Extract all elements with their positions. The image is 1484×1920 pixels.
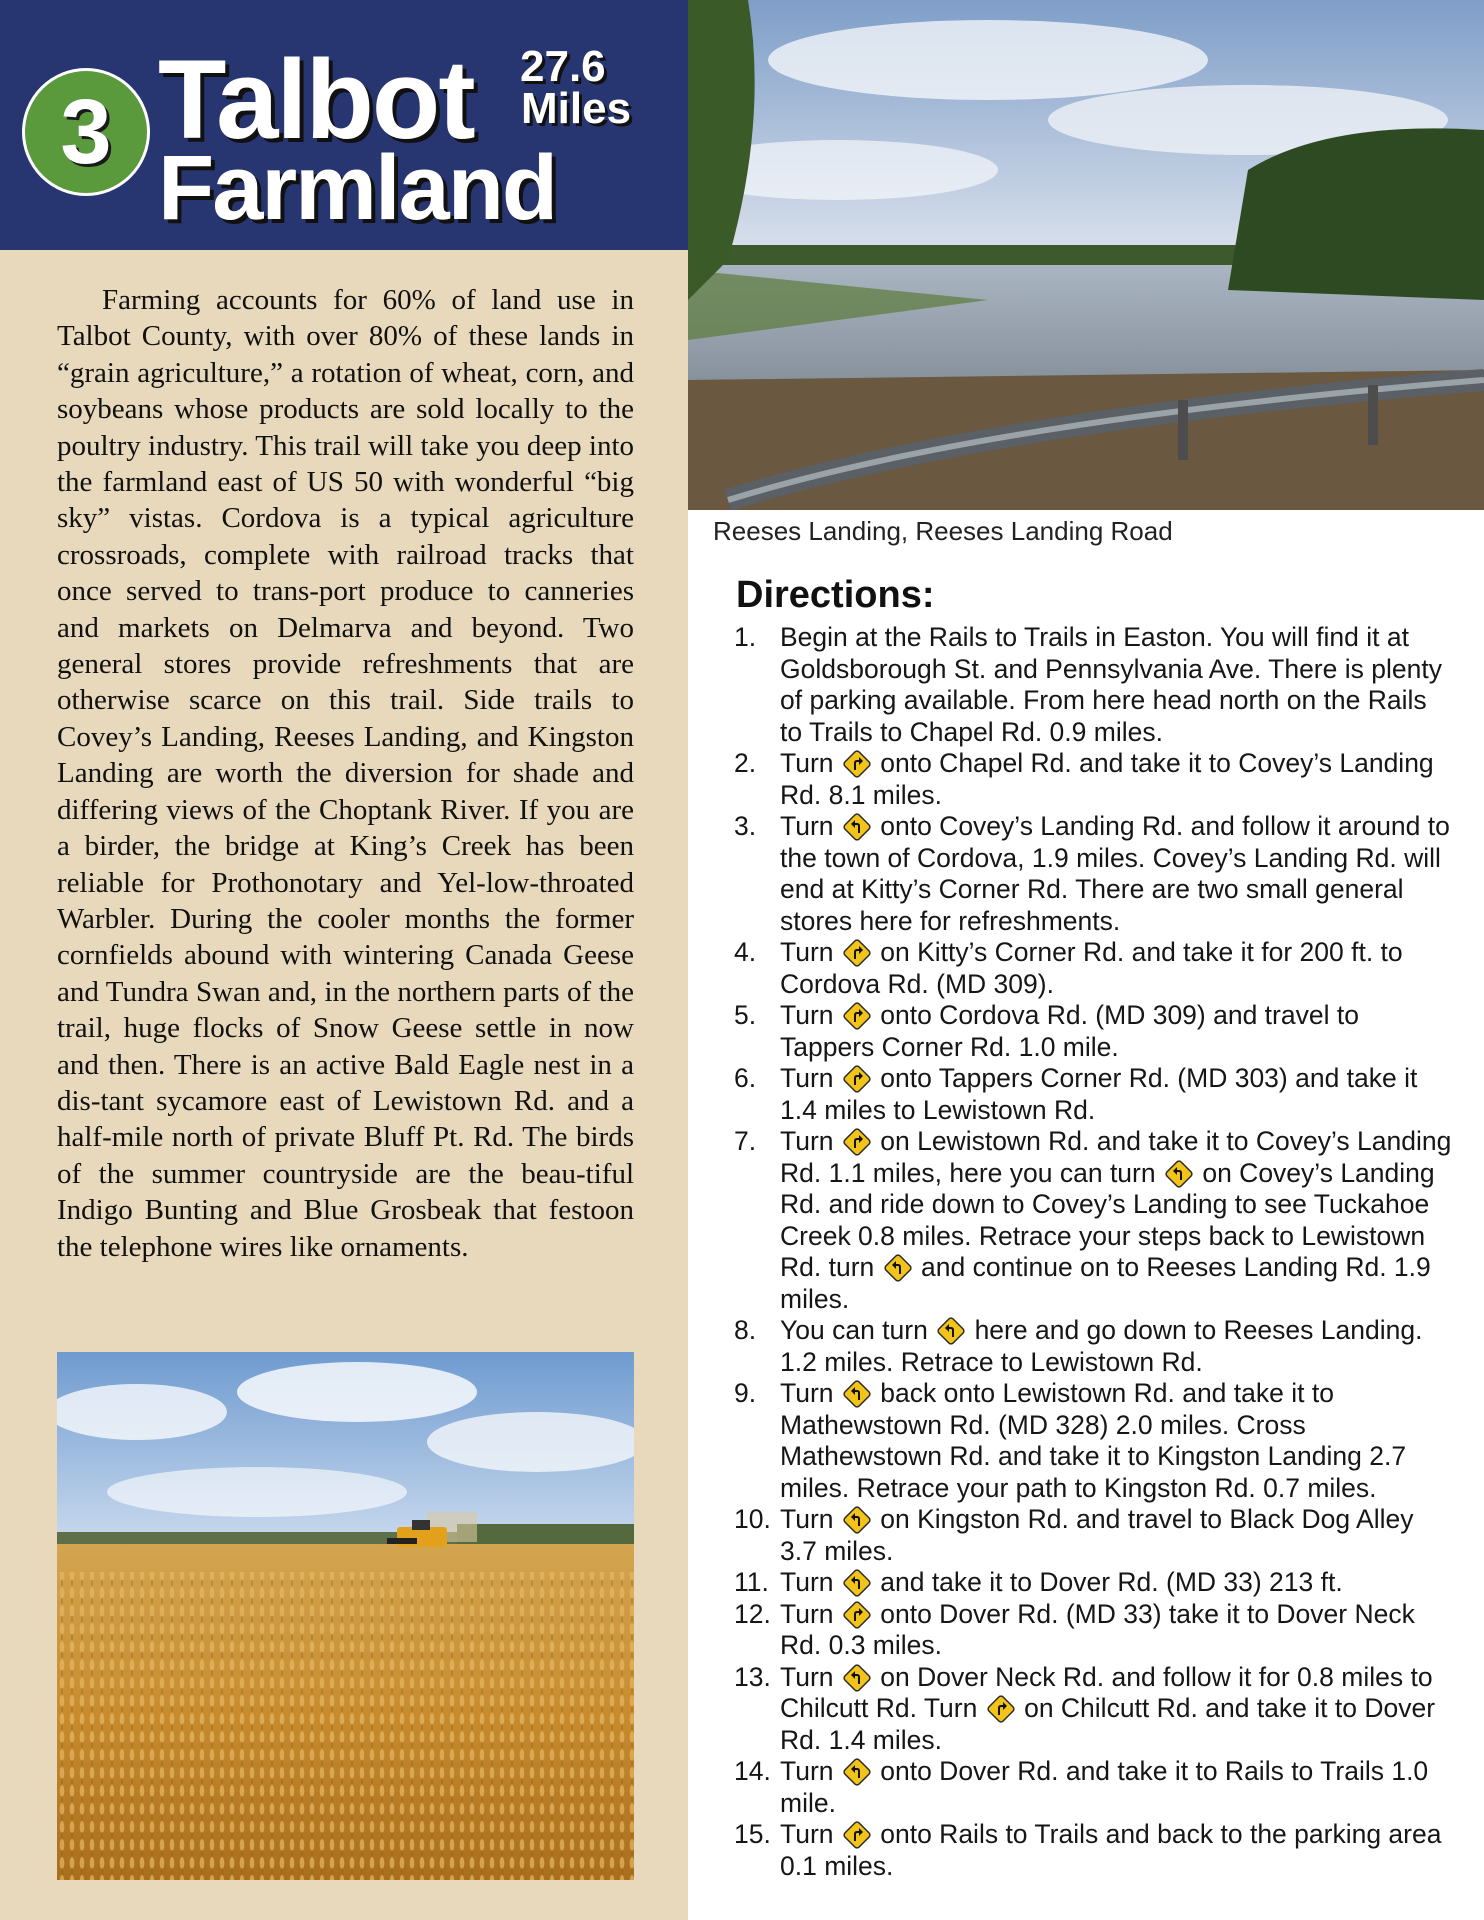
direction-step — [734, 748, 1454, 811]
step-text: back onto Lewistown Rd. and take it to Mathewstown Rd. (MD 328) 2.0 miles. Cross Mathewstown Rd. and take it to Kingston Landing 2.7 miles. Retrace your path to Kingston Rd. 0.7 miles. — [780, 1378, 1407, 1503]
step-number: 8. — [734, 1315, 757, 1345]
step-number: 10. — [734, 1504, 771, 1534]
turn-right-sign-icon — [843, 750, 871, 778]
turn-left-sign-icon — [884, 1254, 912, 1282]
wheat-field-photo — [57, 1352, 634, 1880]
turn-right-sign-icon — [843, 939, 871, 967]
step-text: on Chilcutt Rd. and take it to Dover Rd. 1.4 miles. — [780, 1693, 1436, 1755]
direction-step — [734, 1126, 1454, 1315]
step-text: onto Dover Rd. and take it to Rails to Trails 1.0 mile. — [780, 1756, 1429, 1818]
step-text: onto Dover Rd. (MD 33) take it to Dover Neck Rd. 0.3 miles. — [780, 1598, 1415, 1660]
step-number: 4. — [734, 937, 757, 967]
step-text: onto Rails to Trails and back to the parking area 0.1 miles. — [780, 1819, 1442, 1881]
step-text: here and go down to Reeses Landing. 1.2 miles. Retrace to Lewistown Rd. — [780, 1315, 1423, 1377]
step-text: Turn — [780, 1378, 841, 1408]
directions-heading: Directions: — [736, 574, 935, 616]
step-text: on Covey’s Landing Rd. and ride down to Covey’s Landing to see Tuckahoe Creek 0.8 miles. Retrace your steps back to Lewistown Rd. turn — [780, 1157, 1435, 1282]
step-text: Turn — [780, 937, 841, 967]
step-text: You can turn — [780, 1315, 936, 1345]
step-text: Turn — [780, 1598, 841, 1629]
step-text: Turn — [780, 1504, 841, 1534]
turn-right-sign-icon — [843, 1065, 871, 1093]
step-text: onto Tappers Corner Rd. (MD 303) and take it 1.4 miles to Lewistown Rd. — [780, 1063, 1418, 1125]
step-text: Turn — [780, 1126, 841, 1156]
turn-right-sign-icon — [843, 1002, 871, 1030]
turn-left-sign-icon — [843, 1758, 871, 1786]
turn-left-sign-icon — [843, 1569, 871, 1597]
distance-unit: Miles — [521, 84, 632, 133]
turn-left-sign-icon — [843, 1664, 871, 1692]
step-number: 12. — [734, 1598, 771, 1629]
directions-list — [734, 622, 1454, 1882]
step-text: on Dover Neck Rd. and follow it for 0.8 miles to Chilcutt Rd. Turn — [780, 1661, 1433, 1723]
direction-step — [734, 622, 1454, 748]
intro-paragraph: Farming accounts for 60% of land use in Talbot County, with over 80% of these lands in “grain agriculture,” a rotation of wheat, corn, and soybeans whose products are sold locally to the poultry industry. This trail will take you deep into the farmland east of US 50 with wonderful “big sky” vistas. Cordova is a typical agriculture crossroads, complete with railroad tracks that once served to trans-port produce to canneries and markets on Delmarva and beyond. Two general stores provide refreshments that are otherwise scarce on this trail. Side trails to Covey’s Landing, Reeses Landing, and Kingston Landing are worth the diversion for shade and differing views of the Choptank River. If you are a birder, the bridge at King’s Creek has been reliable for Prothonotary and Yel-low-throated Warbler. During the cooler months the former cornfields abound with wintering Canada Geese and Tundra Swan and, in the northern parts of the trail, huge flocks of Snow Geese settle in now and then. There is an active Bald Eagle nest in a dis-tant sycamore east of Lewistown Rd. and a half-mile north of private Bluff Pt. Rd. The birds of the summer countryside are the beau-tiful Indigo Bunting and Blue Grosbeak that festoon the telephone wires like ornaments. — [57, 284, 634, 1263]
turn-right-sign-icon — [843, 1128, 871, 1156]
step-text: onto Cordova Rd. (MD 309) and travel to Tappers Corner Rd. 1.0 mile. — [780, 1000, 1359, 1062]
direction-step — [734, 1315, 1454, 1378]
step-text: Turn — [780, 811, 841, 841]
step-text: on Kingston Rd. and travel to Black Dog Alley 3.7 miles. — [780, 1504, 1414, 1566]
step-number: 11. — [734, 1567, 769, 1597]
photo-caption: Reeses Landing, Reeses Landing Road — [713, 516, 1173, 546]
step-text: Turn — [780, 1756, 841, 1786]
direction-step — [734, 1567, 1454, 1599]
step-number: 13. — [734, 1661, 771, 1692]
step-text: Turn — [780, 1661, 841, 1692]
step-text: and continue on to Reeses Landing Rd. 1.9 miles. — [780, 1252, 1431, 1314]
turn-right-sign-icon — [843, 1821, 871, 1849]
step-number: 5. — [734, 1000, 757, 1030]
step-text: on Lewistown Rd. and take it to Covey’s Landing Rd. 1.1 miles, here you can turn — [780, 1126, 1452, 1188]
direction-step — [734, 937, 1454, 1000]
step-text: Begin at the Rails to Trails in Easton. You will find it at Goldsborough St. and Pennsylvania Ave. There is plenty of parking available. From here head north on the Rails to Trails to Chapel Rd. 0.9 miles. — [780, 622, 1442, 747]
step-text: Turn — [780, 748, 841, 778]
turn-left-sign-icon — [843, 813, 871, 841]
reeses-landing-photo — [688, 0, 1484, 510]
direction-step — [734, 1000, 1454, 1063]
turn-left-sign-icon — [843, 1506, 871, 1534]
step-number: 6. — [734, 1063, 757, 1093]
step-text: onto Chapel Rd. and take it to Covey’s Landing Rd. 8.1 miles. — [780, 748, 1434, 810]
step-number: 3. — [734, 811, 757, 841]
turn-right-sign-icon — [987, 1695, 1015, 1723]
step-text: Turn — [780, 1000, 841, 1030]
title-banner — [0, 0, 688, 250]
turn-left-sign-icon — [1165, 1160, 1193, 1188]
step-number: 2. — [734, 748, 757, 778]
step-text: on Kitty’s Corner Rd. and take it for 200 ft. to Cordova Rd. (MD 309). — [780, 937, 1403, 999]
route-number-badge: 3 — [22, 68, 150, 196]
turn-left-sign-icon — [937, 1317, 965, 1345]
turn-right-sign-icon — [843, 1601, 871, 1629]
direction-step — [734, 1819, 1454, 1882]
direction-step — [734, 1662, 1454, 1757]
direction-step — [734, 1063, 1454, 1126]
title-line-2: Farmland — [158, 137, 557, 239]
step-number: 9. — [734, 1378, 757, 1408]
step-text: Turn — [780, 1567, 841, 1597]
direction-step — [734, 1599, 1454, 1662]
direction-step — [734, 1378, 1454, 1504]
step-text: Turn — [780, 1819, 841, 1849]
step-number: 7. — [734, 1126, 757, 1156]
step-text: and take it to Dover Rd. (MD 33) 213 ft. — [872, 1567, 1343, 1597]
direction-step — [734, 811, 1454, 937]
title-line-1: Talbot — [158, 37, 474, 162]
direction-step — [734, 1756, 1454, 1819]
distance-value: 27.6 — [520, 42, 606, 91]
step-text: Turn — [780, 1063, 841, 1093]
step-number: 1. — [734, 622, 757, 652]
step-text: onto Covey’s Landing Rd. and follow it around to the town of Cordova, 1.9 miles. Covey’s Landing Rd. will end at Kitty’s Corner Rd. There are two small general stores here for refreshments. — [780, 811, 1450, 936]
direction-step — [734, 1504, 1454, 1567]
turn-left-sign-icon — [843, 1380, 871, 1408]
step-number: 15. — [734, 1819, 771, 1849]
step-number: 14. — [734, 1756, 771, 1786]
